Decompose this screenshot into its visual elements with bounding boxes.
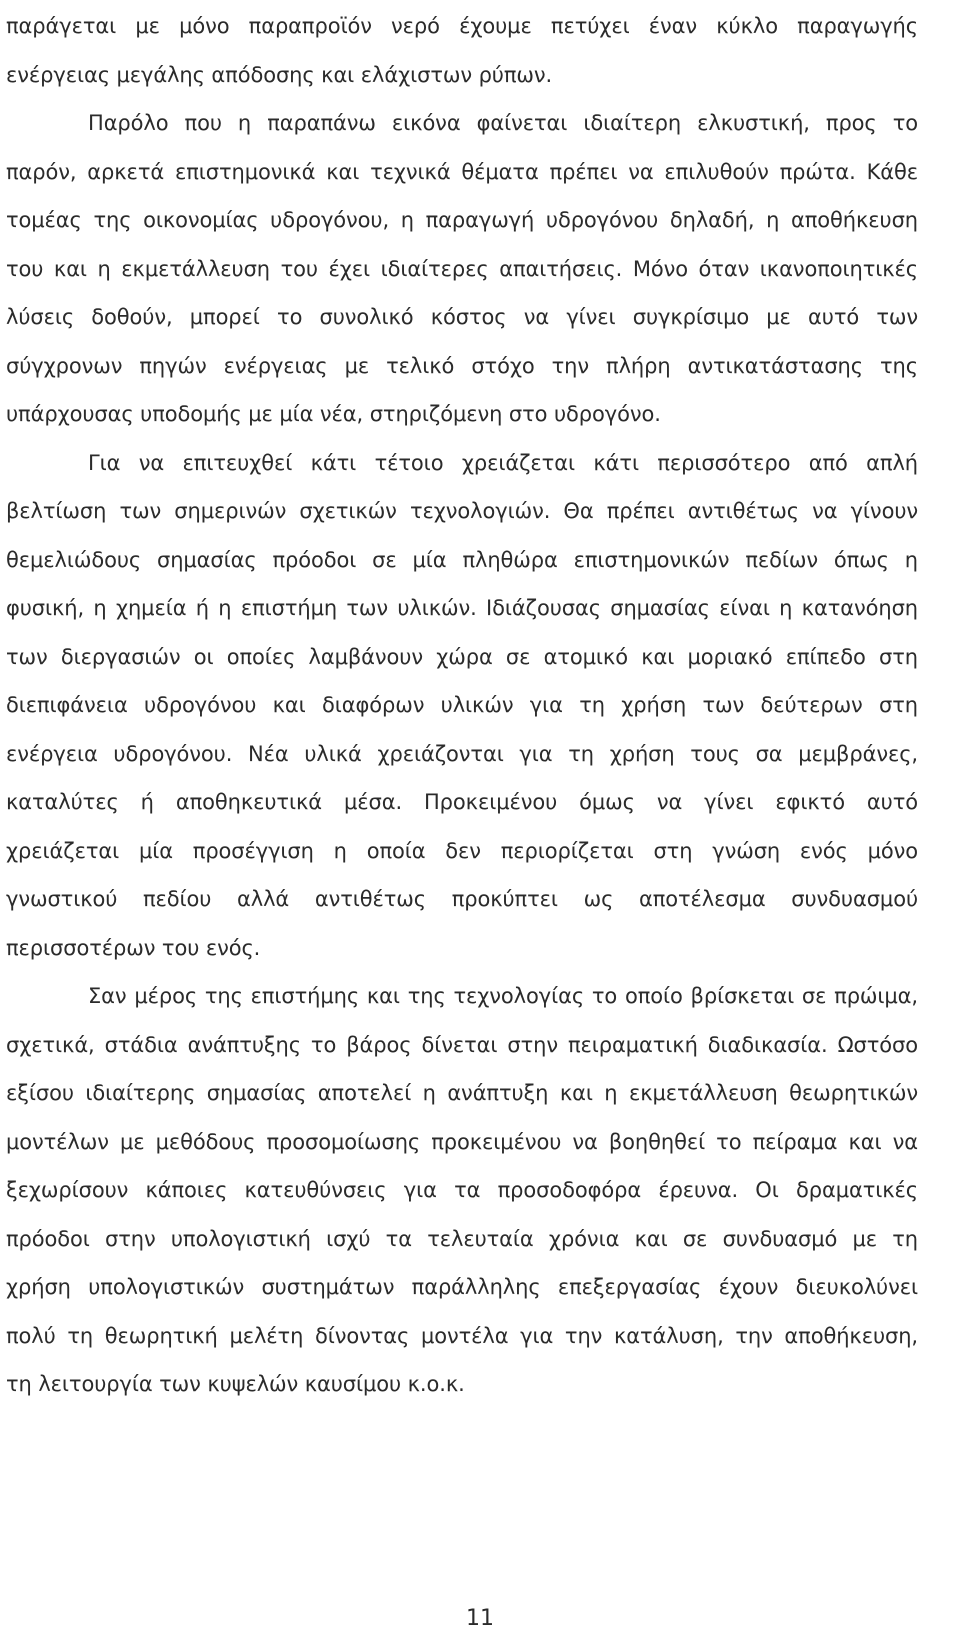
- text-line: καταλύτες ή αποθηκευτικά μέσα. Προκειμένου όμως να γίνει εφικτό αυτό: [6, 790, 918, 814]
- text-line: γνωστικού πεδίου αλλά αντιθέτως προκύπτει ως αποτέλεσμα συνδυασμού: [6, 887, 918, 911]
- text-line: σύγχρονων πηγών ενέργειας με τελικό στόχο την πλήρη αντικατάστασης της: [6, 353, 918, 378]
- text-line: χρειάζεται μία προσέγγιση η οποία δεν περιορίζεται στη γνώση ενός μόνο: [6, 838, 918, 863]
- text-line: μοντέλων με μεθόδους προσομοίωσης προκειμένου να βοηθηθεί το πείραμα και να: [6, 1129, 918, 1154]
- text-line: ενέργεια υδρογόνου. Νέα υλικά χρειάζονται για τη χρήση τους σα μεμβράνες,: [6, 741, 918, 766]
- body-text: [6, 2, 918, 1409]
- text-line: περισσοτέρων του ενός.: [6, 935, 261, 960]
- text-line: φυσική, η χημεία ή η επιστήμη των υλικών. Ιδιάζουσας σημασίας είναι η κατανόηση: [6, 596, 918, 620]
- text-line: Σαν μέρος της επιστήμης και της τεχνολογίας το οποίο βρίσκεται σε πρώιμα,: [88, 984, 918, 1008]
- text-line: σχετικά, στάδια ανάπτυξης το βάρος δίνεται στην πειραματική διαδικασία. Ωστόσο: [6, 1032, 918, 1057]
- text-line: Παρόλο που η παραπάνω εικόνα φαίνεται ιδιαίτερη ελκυστική, προς το: [88, 111, 918, 135]
- text-line: χρήση υπολογιστικών συστημάτων παράλληλης επεξεργασίας έχουν διευκολύνει: [6, 1275, 918, 1299]
- text-line: τομέας της οικονομίας υδρογόνου, η παραγωγή υδρογόνου δηλαδή, η αποθήκευση: [6, 208, 918, 232]
- text-line: τη λειτουργία των κυψελών καυσίμου κ.ο.κ.: [6, 1372, 465, 1396]
- text-line: πρόοδοι στην υπολογιστική ισχύ τα τελευταία χρόνια και σε συνδυασμό με τη: [6, 1226, 918, 1251]
- text-line: πολύ τη θεωρητική μελέτη δίνοντας μοντέλα για την κατάλυση, την αποθήκευση,: [6, 1323, 918, 1348]
- text-line: Για να επιτευχθεί κάτι τέτοιο χρειάζεται κάτι περισσότερο από απλή: [88, 450, 918, 475]
- text-line: παρόν, αρκετά επιστημονικά και τεχνικά θέματα πρέπει να επιλυθούν πρώτα. Κάθε: [6, 159, 918, 184]
- text-line: διεπιφάνεια υδρογόνου και διαφόρων υλικών για τη χρήση των δεύτερων στη: [6, 693, 918, 717]
- text-line: του και η εκμετάλλευση του έχει ιδιαίτερες απαιτήσεις. Μόνο όταν ικανοποιητικές: [6, 256, 918, 281]
- text-line: παράγεται με μόνο παραπροϊόν νερό έχουμε πετύχει έναν κύκλο παραγωγής: [6, 14, 918, 38]
- text-line: υπάρχουσας υποδομής με μία νέα, στηριζόμενη στο υδρογόνο.: [6, 402, 661, 426]
- text-line: λύσεις δοθούν, μπορεί το συνολικό κόστος να γίνει συγκρίσιμο με αυτό των: [6, 305, 918, 329]
- text-line: των διεργασιών οι οποίες λαμβάνουν χώρα σε ατομικό και μοριακό επίπεδο στη: [6, 644, 918, 669]
- text-line: ξεχωρίσουν κάποιες κατευθύνσεις για τα προσοδοφόρα έρευνα. Οι δραματικές: [6, 1178, 918, 1202]
- text-line: θεμελιώδους σημασίας πρόοδοι σε μία πληθώρα επιστημονικών πεδίων όπως η: [6, 547, 918, 572]
- text-line: ενέργειας μεγάλης απόδοσης και ελάχιστων ρύπων.: [6, 62, 553, 87]
- page-number: 11: [466, 1606, 494, 1631]
- text-line: εξίσου ιδιαίτερης σημασίας αποτελεί η ανάπτυξη και η εκμετάλλευση θεωρητικών: [6, 1081, 918, 1105]
- text-line: βελτίωση των σημερινών σχετικών τεχνολογιών. Θα πρέπει αντιθέτως να γίνουν: [6, 499, 918, 523]
